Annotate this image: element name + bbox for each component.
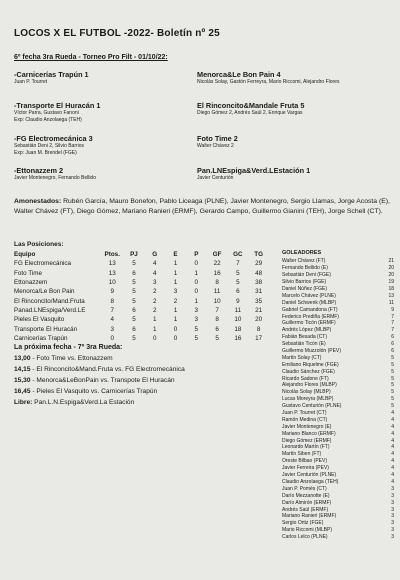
stat-cell: 3 (194, 316, 199, 324)
stat-cell: 9 (110, 288, 114, 296)
scorer-name: Javier Centurión (PLNE) (282, 472, 337, 479)
scorer-name: Nicolás Solay (MLBP) (282, 389, 331, 396)
team-name: Transporte El Huracán (14, 325, 78, 333)
fixture-teams: - El Rinconcito&Mand.Fruta vs. FG Electromecánica (32, 366, 185, 373)
scorer-goals: 4 (391, 423, 394, 430)
stat-cell: 5 (194, 325, 199, 333)
stat-cell: 6 (215, 325, 219, 333)
stat-cell: 1 (194, 297, 199, 305)
scorer-goals: 3 (391, 527, 394, 534)
column-header: GC (233, 251, 243, 259)
standings-row (14, 306, 269, 315)
scorer-name: Mariano Blanco (ERMF) (282, 430, 336, 437)
scorer-name: Darío Almirón (ERMF) (282, 499, 332, 506)
stat-cell: 9 (236, 297, 240, 305)
stat-cell: 16 (213, 269, 221, 277)
match-team-score: Foto Time 2 (197, 134, 238, 143)
stat-cell: 10 (234, 316, 242, 324)
scorer-goals: 4 (391, 478, 394, 485)
scorer-name: Daniel Schwenk (MLBP) (282, 299, 337, 306)
match-expulsion: Exp: Claudio Anzolaega (TEH) (14, 117, 82, 123)
scorer-row (282, 492, 394, 499)
stat-cell: 2 (152, 297, 157, 305)
scorer-row (282, 320, 394, 327)
scorer-row (282, 465, 394, 472)
team-name: Pieles El Vasquito (14, 316, 65, 324)
scorer-row (282, 382, 394, 389)
scorer-name: Ricardo Sadone (FT) (282, 375, 329, 382)
scorer-name: Gabriel Camandona (FT) (282, 306, 338, 313)
stat-cell: 11 (213, 288, 221, 296)
scorer-goals: 6 (391, 334, 394, 341)
scorer-name: Silvio Barrios (FGE) (282, 279, 327, 286)
scorer-row (282, 258, 394, 265)
match-result (14, 101, 199, 124)
standings-row (14, 287, 269, 296)
match-result (197, 101, 382, 117)
stat-cell: 5 (236, 279, 240, 287)
standings-row (14, 334, 269, 343)
stat-cell: 7 (110, 306, 114, 314)
stat-cell: 5 (236, 269, 240, 277)
stat-cell: 0 (194, 260, 199, 268)
standings-row (14, 315, 269, 324)
stat-cell: 5 (194, 334, 199, 342)
scorer-row (282, 389, 394, 396)
fixture-time: 16,45 (14, 388, 31, 395)
fixture-teams: - Pieles El Vasquito vs. Carnicerías Trapún (32, 388, 158, 395)
match-scorers: Juan P. Tourret (14, 79, 48, 85)
stat-cell: 5 (132, 260, 136, 268)
scorer-row (282, 375, 394, 382)
match-result (197, 166, 382, 182)
stat-cell: 1 (173, 269, 178, 277)
standings-table (14, 250, 269, 343)
stat-cell: 1 (173, 279, 178, 287)
scorer-row (282, 485, 394, 492)
scorer-name: Emiliano Riquelme (FGE) (282, 361, 339, 368)
stat-cell: 6 (236, 288, 240, 296)
stat-cell: 13 (108, 269, 116, 277)
scorer-goals: 4 (391, 465, 394, 472)
stat-cell: 5 (132, 288, 136, 296)
scorer-name: Sergio Ortiz (FGE) (282, 520, 324, 527)
scorer-goals: 7 (391, 327, 394, 334)
stat-cell: 5 (132, 279, 136, 287)
scorer-goals: 4 (391, 430, 394, 437)
fixture-line (14, 399, 185, 410)
scorer-goals: 4 (391, 416, 394, 423)
scorer-name: Diego Gómez (ERMF) (282, 437, 332, 444)
standings-row (14, 259, 269, 268)
column-header: Ptos. (104, 251, 120, 259)
scorer-row (282, 341, 394, 348)
match-result (197, 70, 382, 86)
stat-cell: 6 (132, 269, 136, 277)
scorer-goals: 6 (391, 348, 394, 355)
scorer-row (282, 306, 394, 313)
stat-cell: 48 (255, 269, 263, 277)
stat-cell: 10 (213, 297, 221, 305)
stat-cell: 5 (215, 334, 219, 342)
stat-cell: 8 (215, 279, 219, 287)
scorer-name: Alejandro Flores (MLBP) (282, 382, 337, 389)
stat-cell: 2 (173, 297, 178, 305)
fixture-time: 13,00 (14, 355, 31, 362)
stat-cell: 0 (194, 288, 199, 296)
match-team-score: El Rinconcito&Mandale Fruta 5 (197, 101, 305, 110)
team-name: Ettonazzem (14, 279, 48, 287)
scorer-name: Andrés Saúl (ERMF) (282, 506, 329, 513)
scorer-name: Ramón Medina (CT) (282, 416, 328, 423)
scorer-goals: 5 (391, 382, 394, 389)
scorer-row (282, 410, 394, 417)
stat-cell: 3 (152, 279, 157, 287)
team-name: Menorca/Le Bon Pain (14, 288, 75, 296)
stat-cell: 38 (255, 279, 263, 287)
match-result (14, 134, 199, 157)
scorer-goals: 7 (391, 320, 394, 327)
scorer-row (282, 286, 394, 293)
fixture-teams: - Foto Time vs. Ettonazzem (32, 355, 113, 362)
scorer-name: Sebastián Ticón (E) (282, 341, 326, 348)
stat-cell: 0 (194, 279, 199, 287)
match-team-score: Menorca&Le Bon Pain 4 (197, 70, 281, 79)
scorer-goals: 5 (391, 354, 394, 361)
goleadores-list (282, 250, 394, 541)
match-scorers: Sebastián Deni 2, Silvio Barrios (14, 143, 85, 149)
stat-cell: 7 (236, 260, 240, 268)
stat-cell: 3 (110, 325, 114, 333)
scorer-goals: 7 (391, 313, 394, 320)
standings-title: Las Posiciones: (14, 241, 64, 248)
scorer-row (282, 265, 394, 272)
scorer-goals: 4 (391, 410, 394, 417)
match-scorers: Víctor Parra, Gustavo Fanoni (14, 110, 79, 116)
scorer-name: Federico Prediña (ERMF) (282, 313, 339, 320)
match-team-score: Pan.LNEspiga&Verd.LEstación 1 (197, 166, 311, 175)
scorer-goals: 18 (388, 286, 394, 292)
stat-cell: 17 (255, 334, 263, 342)
scorer-goals: 4 (391, 451, 394, 458)
scorer-name: Carlos Lelco (PLNE) (282, 534, 328, 541)
scorer-goals: 4 (391, 444, 394, 451)
stat-cell: 4 (152, 260, 157, 268)
scorer-goals: 3 (391, 499, 394, 506)
scorer-name: Juan P. Tourret (CT) (282, 410, 327, 417)
scorer-row (282, 272, 394, 279)
scorer-name: Fabián Besada (CT) (282, 334, 328, 341)
stat-cell: 1 (152, 325, 157, 333)
stat-cell: 29 (255, 260, 263, 268)
stat-cell: 4 (152, 269, 157, 277)
amonestados-list: Rubén García, Mauro Bonefon, Pablo Liceaga (PLNE), Javier Montenegro, Sergio Llamas, Jorge Acosta (E), Walter Chávez (FT), Diego Gómez, Mariano Ranieri (ERMF), Gerardo Campo, Guillermo Gianini (TEH), Jorge Schell (CT). (14, 198, 390, 215)
scorer-row (282, 513, 394, 520)
stat-cell: 3 (194, 306, 199, 314)
stat-cell: 0 (173, 334, 178, 342)
scorer-goals: 5 (391, 389, 394, 396)
stat-cell: 22 (213, 260, 221, 268)
scorer-goals: 3 (391, 513, 394, 520)
scorer-name: Claudio Sánchez (FGE) (282, 368, 335, 375)
scorer-row (282, 423, 394, 430)
column-header: TG (254, 251, 264, 259)
fixture-line (14, 377, 185, 388)
scorer-name: Sebastián Deni (FGE) (282, 272, 331, 279)
scorer-row (282, 458, 394, 465)
scorer-row (282, 472, 394, 479)
stat-cell: 35 (255, 297, 263, 305)
standings-row (14, 324, 269, 333)
match-scorers: Nicolás Solay, Gastón Ferreyra, Mario Riccomi, Alejandro Flores (197, 79, 340, 85)
fixture-time: 15,30 (14, 377, 31, 384)
scorer-goals: 3 (391, 520, 394, 527)
scorer-row (282, 361, 394, 368)
scorer-name: Gustavo Centurión (PLNE) (282, 403, 342, 410)
stat-cell: 0 (173, 325, 178, 333)
scorer-row (282, 444, 394, 451)
scorer-name: Marcelo Chávez (PLNE) (282, 292, 336, 299)
match-scorers: Javier Centurión (197, 175, 234, 181)
scorer-goals: 4 (391, 437, 394, 444)
scorer-row (282, 348, 394, 355)
stat-cell: 1 (173, 316, 178, 324)
scorer-goals: 11 (388, 299, 394, 306)
stat-cell: 13 (108, 260, 116, 268)
stat-cell: 1 (152, 316, 157, 324)
fixture-time: 14,15 (14, 366, 31, 373)
fixture-teams: - Menorca&LeBonPain vs. Transpote El Huracán (32, 377, 175, 384)
stat-cell: 6 (132, 325, 136, 333)
fixture-teams: Pan.L.N.Espiga&Verd.La Estación (34, 399, 135, 406)
stat-cell: 0 (152, 334, 157, 342)
match-expulsion: Exp: Juan M. Brendel (FGE) (14, 150, 77, 156)
scorer-name: Daniel Núñez (FGE) (282, 286, 328, 292)
column-header: E (173, 251, 178, 259)
scorer-name: Darío Mezzanotte (E) (282, 492, 330, 499)
scorer-goals: 4 (391, 472, 394, 479)
scorer-name: Mariano Ranieri (ERMF) (282, 513, 337, 520)
match-result (197, 134, 382, 150)
scorer-name: Martín Siben (FT) (282, 451, 322, 458)
team-name: Panad.LNEspiga/Verd.LE (14, 306, 86, 314)
scorer-row (282, 299, 394, 306)
stat-cell: 3 (173, 288, 178, 296)
standings-row (14, 296, 269, 305)
standings-header-row (14, 250, 269, 259)
match-scorers: Diego Gómez 2, Andrés Saúl 2, Enrique Vargas (197, 110, 303, 116)
scorer-goals: 5 (391, 361, 394, 368)
scorer-goals: 3 (391, 506, 394, 513)
scorer-name: Andrés López (MLBP) (282, 327, 332, 334)
scorer-name: Javier Montenegro (E) (282, 423, 332, 430)
team-name: FG Electromecánica (14, 260, 72, 268)
scorer-row (282, 368, 394, 375)
stat-cell: 6 (132, 306, 136, 314)
stat-cell: 16 (234, 334, 242, 342)
fixture-line (14, 388, 185, 399)
stat-cell: 5 (132, 316, 136, 324)
scorer-row (282, 403, 394, 410)
stat-cell: 8 (256, 325, 261, 333)
next-round-title: La próxima fecha - 7º 3ra Rueda: (14, 344, 123, 351)
scorer-goals: 13 (388, 292, 394, 299)
scorer-name: Leonardo Martín (FT) (282, 444, 330, 451)
match-scorers: Walter Chávez 2 (197, 143, 234, 149)
scorer-row (282, 479, 394, 486)
stat-cell: 1 (173, 260, 178, 268)
match-team-score: -Transporte El Huracán 1 (14, 101, 101, 110)
match-team-score: -Carnicerías Trapún 1 (14, 70, 89, 79)
scorer-row (282, 327, 394, 334)
stat-cell: 1 (194, 269, 199, 277)
stat-cell: 10 (108, 279, 116, 287)
goleadores-title: GOLEADORES (282, 250, 322, 256)
standings-row (14, 269, 269, 278)
match-team-score: -Ettonazzem 2 (14, 166, 64, 175)
scorer-row (282, 506, 394, 513)
scorer-goals: 5 (391, 375, 394, 382)
fixture-time: Libre: (14, 399, 33, 406)
stat-cell: 11 (234, 306, 242, 314)
match-result (14, 70, 199, 86)
fixture-line (14, 355, 185, 366)
stat-cell: 1 (173, 306, 178, 314)
stat-cell: 8 (110, 297, 114, 305)
stat-cell: 31 (255, 288, 263, 296)
scorer-goals: 19 (388, 279, 394, 286)
stat-cell: 21 (255, 306, 263, 314)
scorer-name: Fernando Bellido (E) (282, 265, 328, 272)
scorer-row (282, 437, 394, 444)
stat-cell: 5 (132, 334, 136, 342)
scorer-goals: 3 (391, 492, 394, 499)
scorer-row (282, 396, 394, 403)
column-header: P (194, 251, 199, 259)
scorer-goals: 6 (391, 341, 394, 348)
bulletin-title: LOCOS X EL FUTBOL -2022- Boletín nº 25 (14, 28, 220, 39)
stat-cell: 20 (255, 316, 263, 324)
scorer-row (282, 279, 394, 286)
scorer-row (282, 499, 394, 506)
standings-row (14, 278, 269, 287)
fixture-line (14, 366, 185, 377)
column-header: PJ (130, 251, 138, 259)
scorer-row (282, 527, 394, 534)
scorer-row (282, 292, 394, 299)
match-scorers: Javier Montenegro, Fernando Bellido (14, 175, 96, 181)
stat-cell: 18 (234, 325, 242, 333)
scorer-row (282, 334, 394, 341)
amonestados-paragraph (14, 197, 390, 217)
scorer-name: Martín Solay (CT) (282, 354, 322, 361)
scorer-name: Juan P. Pomés (CT) (282, 485, 327, 492)
scorer-row (282, 520, 394, 527)
match-result (14, 166, 199, 182)
scorer-row (282, 354, 394, 361)
scorer-goals: 5 (391, 396, 394, 403)
scorer-row (282, 416, 394, 423)
fecha-heading: 6º fecha 3ra Rueda - Torneo Pro Filt - 01/10/22: (14, 54, 168, 61)
column-header: Equipo (14, 251, 36, 259)
scorer-goals: 21 (388, 258, 394, 265)
team-name: Foto Time (14, 269, 42, 277)
next-round-fixtures (14, 355, 185, 410)
scorer-goals: 20 (388, 272, 394, 279)
stat-cell: 2 (152, 288, 157, 296)
scorer-row (282, 451, 394, 458)
scorer-goals: 20 (388, 265, 394, 272)
match-team-score: -FG Electromecánica 3 (14, 134, 93, 143)
stat-cell: 8 (215, 316, 219, 324)
scorer-row (282, 430, 394, 437)
scorer-goals: 5 (391, 403, 394, 410)
scorer-row (282, 534, 394, 541)
scorer-name: Walter Chávez (FT) (282, 258, 326, 265)
stat-cell: 2 (152, 306, 157, 314)
column-header: G (152, 251, 158, 259)
scorer-goals: 3 (391, 534, 394, 541)
scorer-name: Guillermo Ticón (ERMF) (282, 320, 336, 327)
stat-cell: 4 (110, 316, 114, 324)
stat-cell: 0 (110, 334, 114, 342)
scorer-name: Claudio Anzolaega (TEH) (282, 478, 339, 485)
team-name: Carnicerías Trapún (14, 334, 68, 342)
scorer-goals: 5 (391, 368, 394, 375)
scorer-goals: 4 (391, 458, 394, 465)
amonestados-label: Amonestados: (14, 198, 62, 205)
scorer-name: Lucas Moreyra (MLBP) (282, 396, 334, 403)
scorer-name: Mario Riccomi (MLBP) (282, 527, 333, 534)
scorer-name: Oreste Bilbao (PEV) (282, 458, 328, 465)
team-name: El Rinconcito/Mand.Fruta (14, 297, 85, 305)
scorer-goals: 9 (391, 306, 394, 313)
stat-cell: 7 (215, 306, 219, 314)
scorer-row (282, 313, 394, 320)
column-header: GF (212, 251, 222, 259)
scorer-goals: 3 (391, 485, 394, 492)
stat-cell: 5 (132, 297, 136, 305)
scorer-name: Javier Ferreira (PEV) (282, 465, 329, 472)
scorer-name: Guillermo Muzzolón (PEV) (282, 348, 341, 355)
